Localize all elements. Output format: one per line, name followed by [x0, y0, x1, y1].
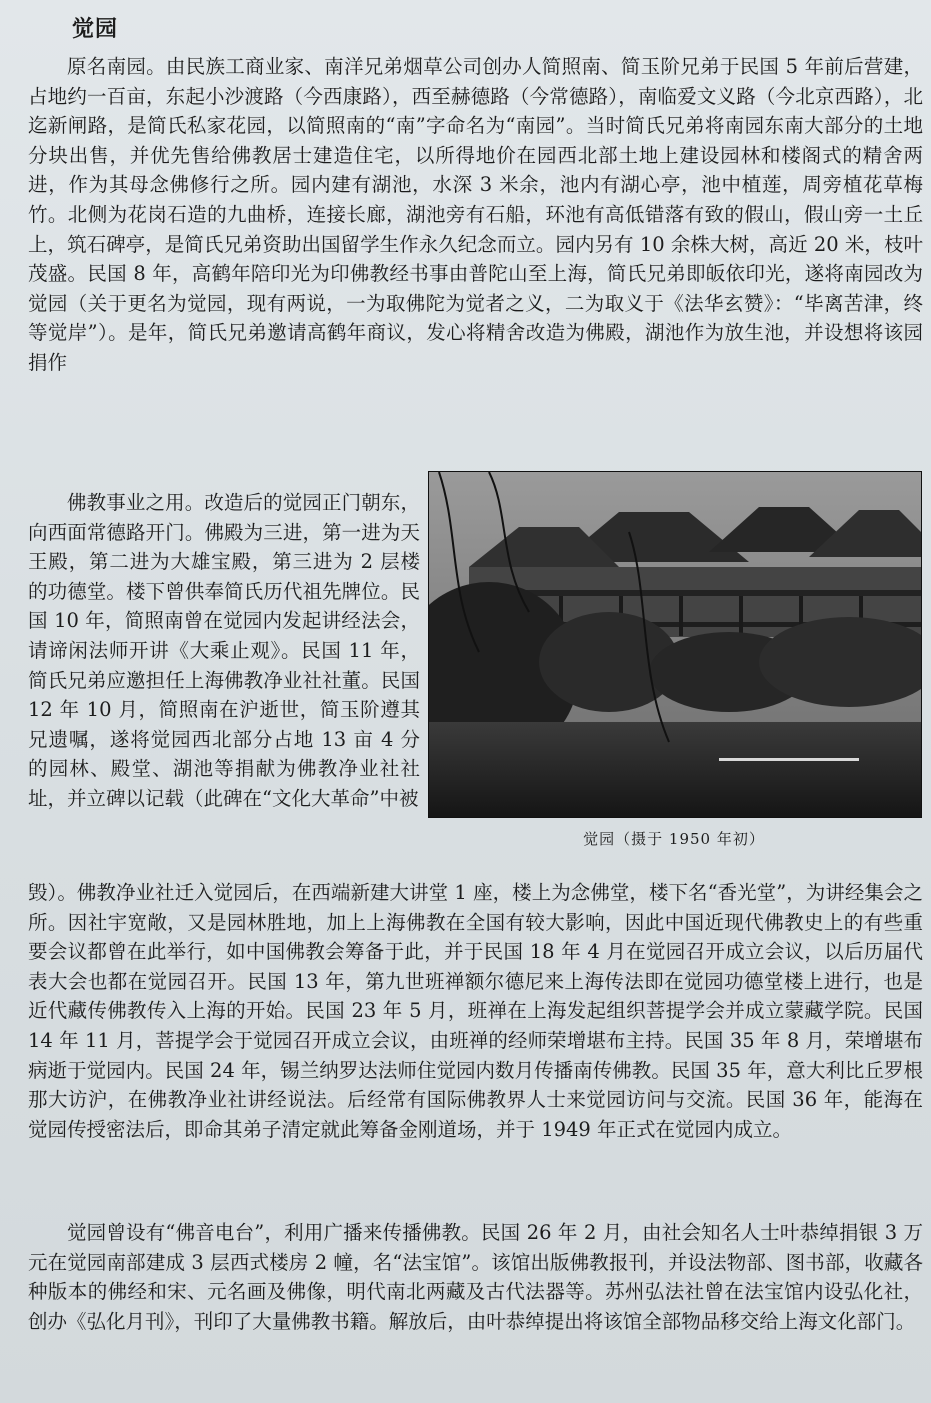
paragraph-4: 觉园曾设有“佛音电台”，利用广播来传播佛教。民国 26 年 2 月，由社会知名人士叶恭绰捐银 3 万元在觉园南部建成 3 层西式楼房 2 幢，名“法宝馆”。该馆出版佛教报刊，并设法物部、图书部，收藏各种版本的佛经和宋、元名画及佛像，明代南北两藏及古代法器等。苏州弘法社曾在法宝馆内设弘化社，创办《弘化月刊》，刊印了大量佛教书籍。解放后，由叶恭绰提出将该馆全部物品移交给上海文化部门。: [28, 1221, 923, 1333]
paragraph-1: 原名南园。由民族工商业家、南洋兄弟烟草公司创办人简照南、简玉阶兄弟于民国 5 年前后营建，占地约一百亩，东起小沙渡路（今西康路），西至赫德路（今常德路），南临爱文义路（今北京西路），北迄新闸路，是简氏私家花园，以简照南的“南”字命名为“南园”。当时简氏兄弟将南园东南大部分的土地分块出售，并优先售给佛教居士建造住宅，以所得地价在园西北部土地上建设园林和楼阁式的精舍两进，作为其母念佛修行之所。园内建有湖池，水深 3 米余，池内有湖心亭，池中植莲，周旁植花草梅竹。北侧为花岗石造的九曲桥，连接长廊，湖池旁有石船，环池有高低错落有致的假山，假山旁一土丘上，筑石碑亭，是简氏兄弟资助出国留学生作永久纪念而立。园内另有 10 余株大树，高近 20 米，枝叶茂盛。民国 8 年，高鹤年陪印光为印佛教经书事由普陀山至上海，简氏兄弟即皈依印光，遂将南园改为觉园（关于更名为觉园，现有两说，一为取佛陀为觉者之义，二为取义于《法华玄赞》：“毕离苦津，终等觉岸”）。是年，简氏兄弟邀请高鹤年商议，发心将精舍改造为佛殿，湖池作为放生池，并设想将该园捐作: [28, 55, 923, 374]
paragraph-2: 佛教事业之用。改造后的觉园正门朝东，向西面常德路开门。佛殿为三进，第一进为天王殿，第二进为大雄宝殿，第三进为 2 层楼的功德堂。楼下曾供奉简氏历代祖先牌位。民国 10 年，简照南曾在觉园内发起讲经法会，请谛闲法师开讲《大乘止观》。民国 11 年，简氏兄弟应邀担任上海佛教净业社社董。民国 12 年 10 月，简照南在沪逝世，简玉阶遵其兄遗嘱，遂将觉园西北部分占地 13 亩 4 分的园林、殿堂、湖池等捐献为佛教净业社社址，并立碑以记载（此碑在“文化大革命”中被: [28, 491, 420, 810]
garden-photo-illustration: [429, 472, 921, 817]
paragraph-3: 毁）。佛教净业社迁入觉园后，在西端新建大讲堂 1 座，楼上为念佛堂，楼下名“香光堂”，为讲经集会之所。因社宇宽敞，又是园林胜地，加上上海佛教在全国有较大影响，因此中国近现代佛教史上的有些重要会议都曾在此举行，如中国佛教会筹备于此，并于民国 18 年 4 月在觉园召开成立会议，以后历届代表大会也都在觉园召开。民国 13 年，第九世班禅额尔德尼来上海传法即在觉园功德堂楼上进行，也是近代藏传佛教传入上海的开始。民国 23 年 5 月，班禅在上海发起组织菩提学会并成立蒙藏学院。民国 14 年 11 月，菩提学会于觉园召开成立会议，由班禅的经师荣增堪布主持。民国 35 年 8 月，荣增堪布病逝于觉园内。民国 24 年，锡兰纳罗达法师住觉园内数月传播南传佛教。民国 35 年，意大利比丘罗根那大访沪，在佛教净业社讲经说法。后经常有国际佛教界人士来觉园访问与交流。民国 36 年，能海在觉园传授密法后，即命其弟子清定就此筹备金刚道场，并于 1949 年正式在觉园内成立。: [28, 881, 923, 1141]
garden-photo: [428, 471, 922, 818]
page-title: 觉园: [72, 17, 119, 42]
photo-caption: 觉园（摄于 1950 年初）: [583, 830, 765, 848]
